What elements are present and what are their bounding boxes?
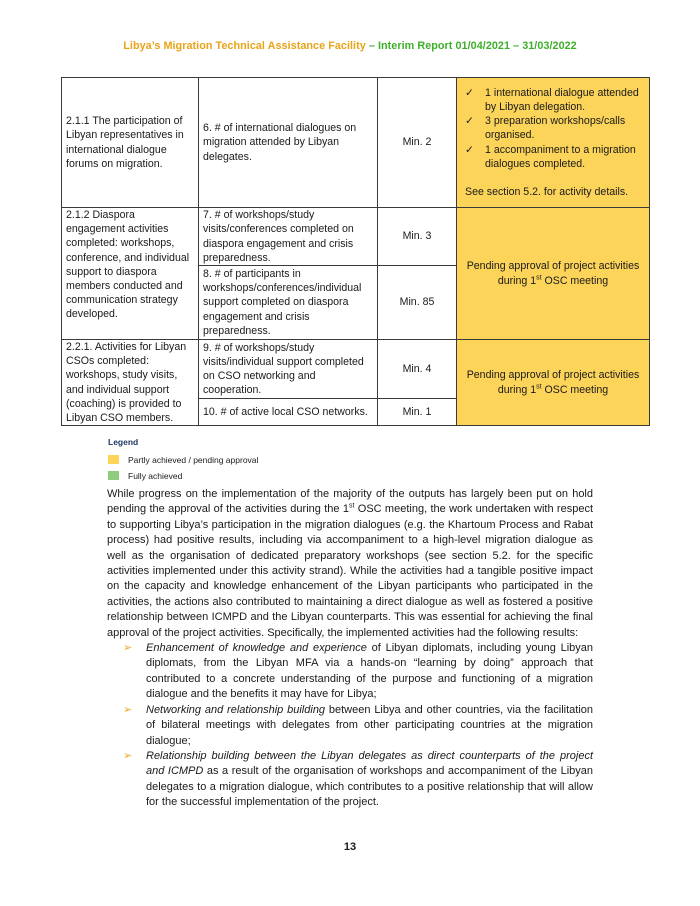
report-header xyxy=(0,40,700,52)
list-item: ✓ 1 international dialogue attended by Libyan delegation. xyxy=(465,86,639,113)
legend xyxy=(108,437,258,484)
indicator-cell: 10. # of active local CSO networks. xyxy=(199,398,378,425)
header-period: – Interim Report 01/04/2021 – 31/03/2022 xyxy=(365,40,577,52)
table-row xyxy=(62,208,650,266)
body-paragraph: While progress on the implementation of the majority of the outputs has largely been put on hold pending the approval of the activities during the 1st OSC meeting, the work undertaken with respect to supporting Libya’s participation in the migration dialogues (e.g. the Khartoum Process and Rabat process) had positive results, including via accompaniment to a high-level migration dialogue as well as the organisation of dedicated preparatory workshops (see section 5.2. for the specific activities implemented under this activity strand). While the activities had a tangible positive impact on the capacity and knowledge enhancement of the Libyan participants who participated in the activities, the actions also contributed to maintaining a direct dialogue as well as fostered a positive relationship between ICMPD and the Libyan counterparts. This was essential for achieving the final approval of the project activities. Specifically, the implemented activities had the following results: xyxy=(107,488,593,639)
target-cell: Min. 4 xyxy=(378,340,457,399)
status-checklist xyxy=(461,86,645,171)
partly-achieved-swatch xyxy=(108,455,119,464)
table-row xyxy=(62,340,650,399)
indicator-table xyxy=(61,77,650,426)
body-text xyxy=(107,487,593,811)
indicator-cell: 7. # of workshops/study visits/conferences completed on diaspora engagement and crisis preparedness. xyxy=(199,208,378,266)
indicator-cell: 9. # of workshops/study visits/individual support completed on CSO networking and cooperation. xyxy=(199,340,378,399)
status-note: See section 5.2. for activity details. xyxy=(465,186,629,198)
results-list xyxy=(107,641,593,810)
arrow-bullet-icon: ➢ xyxy=(123,703,133,716)
status-cell: Pending approval of project activities during 1st OSC meeting xyxy=(457,340,650,426)
legend-title: Legend xyxy=(108,437,139,447)
legend-label: Fully achieved xyxy=(128,470,183,481)
target-cell: Min. 1 xyxy=(378,398,457,425)
legend-label: Partly achieved / pending approval xyxy=(128,454,259,465)
header-title: Libya’s Migration Technical Assistance Facility xyxy=(123,40,366,52)
output-cell: 2.2.1. Activities for Libyan CSOs completed: workshops, study visits, and individual support (coaching) is provided to Libyan CSO members. xyxy=(62,340,199,426)
indicator-cell: 6. # of international dialogues on migration attended by Libyan delegates. xyxy=(199,78,378,208)
arrow-bullet-icon: ➢ xyxy=(123,749,133,762)
status-cell xyxy=(457,78,650,208)
table-row xyxy=(62,78,650,208)
target-cell: Min. 3 xyxy=(378,208,457,266)
target-cell: Min. 2 xyxy=(378,78,457,208)
list-item: ➢ Relationship building between the Libyan delegates as direct counterparts of the project and ICMPD as a result of the organisation of workshops and accompaniment of the Libyan delegates to a migration dialogue, which contributes to a positive relationship that will allow for the successful implementation of the project. xyxy=(123,749,593,809)
page-number: 13 xyxy=(343,841,357,853)
checkmark-icon: ✓ xyxy=(465,143,474,156)
target-cell: Min. 85 xyxy=(378,266,457,340)
list-item: ➢ Networking and relationship building between Libya and other countries, via the facilitation of bilateral meetings with delegates from other participating countries at the migration dialogue; xyxy=(123,703,593,747)
fully-achieved-swatch xyxy=(108,471,119,480)
arrow-bullet-icon: ➢ xyxy=(123,642,133,655)
list-item: ✓ 3 preparation workshops/calls organised. xyxy=(465,115,626,142)
legend-item xyxy=(108,468,258,483)
output-cell: 2.1.1 The participation of Libyan representatives in international dialogue forums on migration. xyxy=(62,78,199,208)
indicator-cell: 8. # of participants in workshops/conferences/individual support completed on diaspora engagement and crisis preparedness. xyxy=(199,266,378,340)
checkmark-icon: ✓ xyxy=(465,115,474,128)
checkmark-icon: ✓ xyxy=(465,86,474,99)
status-cell: Pending approval of project activities during 1st OSC meeting xyxy=(457,208,650,340)
legend-item xyxy=(108,452,258,467)
list-item: ✓ 1 accompaniment to a migration dialogues completed. xyxy=(465,143,636,170)
list-item: ➢ Enhancement of knowledge and experience of Libyan diplomats, including young Libyan diplomats, from the Libyan MFA via a hands-on “learning by doing” approach that contributed to a concrete understanding of the purpose and functioning of a migration dialogue and the benefits it may have for Libya; xyxy=(123,642,593,701)
output-cell: 2.1.2 Diaspora engagement activities completed: workshops, conference, and individual support to diaspora members conducted and communication strategy developed. xyxy=(62,208,199,340)
